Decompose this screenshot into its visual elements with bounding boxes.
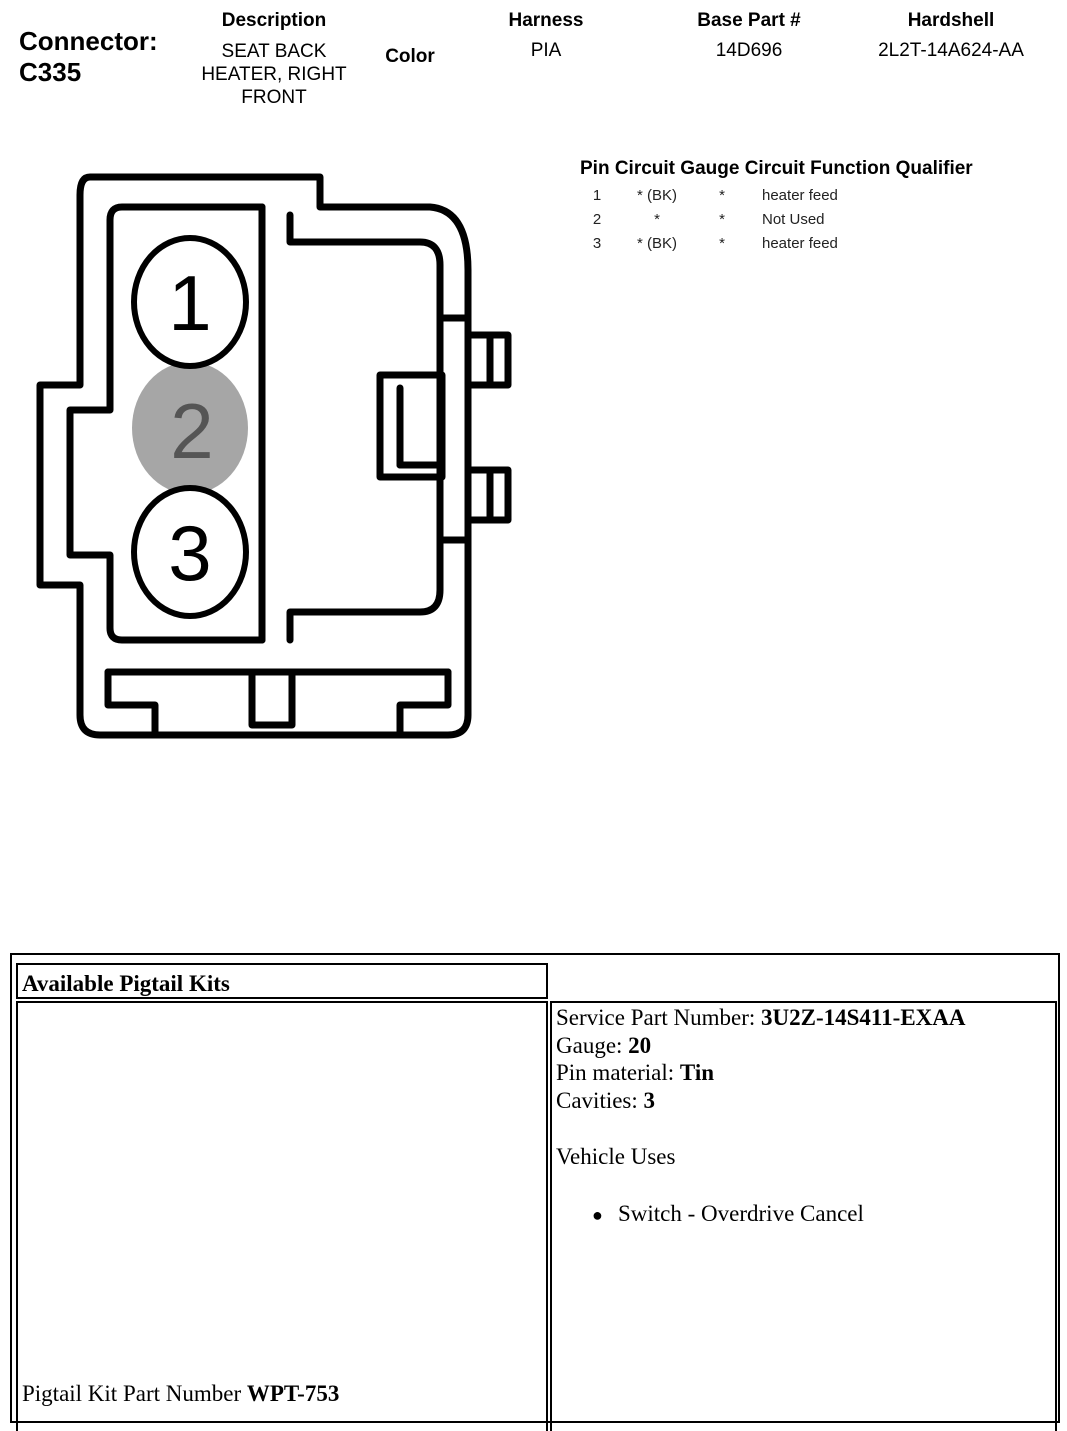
list-item bbox=[592, 1201, 864, 1227]
pin-function: heater feed bbox=[762, 187, 838, 204]
pin-material-value: Tin bbox=[679, 1060, 715, 1085]
description-value bbox=[174, 40, 374, 109]
kit-title: Available Pigtail Kits bbox=[22, 971, 230, 996]
base-part-value: 14D696 bbox=[715, 40, 783, 61]
gauge-value: 20 bbox=[628, 1033, 652, 1058]
color-label: Color bbox=[385, 46, 435, 67]
pin-table-header: Pin Circuit Gauge Circuit Function Qualifier bbox=[580, 158, 973, 179]
bottom-tab-middle bbox=[252, 672, 292, 725]
connector-id: C335 bbox=[19, 57, 82, 87]
pin-number: 2 bbox=[592, 211, 602, 228]
connector-diagram bbox=[0, 160, 540, 760]
description-label: Description bbox=[221, 10, 327, 31]
kit-part-number bbox=[22, 1381, 339, 1407]
kit-info-cell bbox=[550, 1001, 1057, 1431]
description-line: FRONT bbox=[241, 87, 307, 108]
vehicle-uses-list bbox=[592, 1201, 864, 1227]
right-section-outline bbox=[290, 215, 440, 640]
bottom-tab-left bbox=[108, 672, 155, 735]
connector-title bbox=[19, 26, 158, 88]
hardshell-label: Hardshell bbox=[907, 10, 995, 31]
kit-title-cell bbox=[16, 963, 548, 999]
pin-material-line bbox=[556, 1060, 714, 1086]
pin-number: 1 bbox=[592, 187, 602, 204]
pin-gauge: * bbox=[719, 187, 725, 204]
pin-circuit: * (BK) bbox=[636, 187, 677, 204]
bullet-icon: ● bbox=[592, 1205, 603, 1225]
service-part-number bbox=[556, 1005, 966, 1031]
pin-1-label: 1 bbox=[168, 259, 212, 347]
pin-material-label: Pin material: bbox=[556, 1060, 680, 1085]
kit-part-label: Pigtail Kit Part Number bbox=[22, 1381, 247, 1406]
housing-outline bbox=[40, 177, 468, 735]
harness-value: PIA bbox=[530, 40, 562, 61]
cavities-label: Cavities: bbox=[556, 1088, 644, 1113]
hardshell-value: 2L2T-14A624-AA bbox=[878, 40, 1024, 61]
pin-3-label: 3 bbox=[168, 509, 212, 597]
pin-function: heater feed bbox=[762, 235, 838, 252]
vehicle-uses-label: Vehicle Uses bbox=[556, 1144, 676, 1169]
pin-function: Not Used bbox=[762, 211, 825, 228]
description-line: HEATER, RIGHT bbox=[201, 64, 347, 85]
service-part-label: Service Part Number: bbox=[556, 1005, 762, 1030]
vehicle-use: Switch - Overdrive Cancel bbox=[618, 1201, 864, 1226]
service-part-value: 3U2Z-14S411-EXAA bbox=[761, 1005, 966, 1030]
pin-2-label: 2 bbox=[170, 387, 214, 475]
gauge-label: Gauge: bbox=[556, 1033, 629, 1058]
cavities-line bbox=[556, 1088, 655, 1114]
kit-left-cell bbox=[16, 1001, 548, 1431]
pin-number: 3 bbox=[592, 235, 602, 252]
gauge-line bbox=[556, 1033, 651, 1059]
cavities-value: 3 bbox=[643, 1088, 656, 1113]
harness-label: Harness bbox=[508, 10, 584, 31]
bottom-tab-right bbox=[400, 672, 448, 735]
pin-circuit: * (BK) bbox=[636, 235, 677, 252]
pin-circuit: * bbox=[654, 211, 660, 228]
pigtail-kits-table bbox=[10, 953, 1060, 1423]
description-line: SEAT BACK bbox=[221, 41, 327, 62]
connector-label: Connector: bbox=[19, 26, 158, 56]
base-part-label: Base Part # bbox=[697, 10, 801, 31]
kit-part-value: WPT-753 bbox=[246, 1381, 340, 1406]
pin-gauge: * bbox=[719, 211, 725, 228]
pin-gauge: * bbox=[719, 235, 725, 252]
